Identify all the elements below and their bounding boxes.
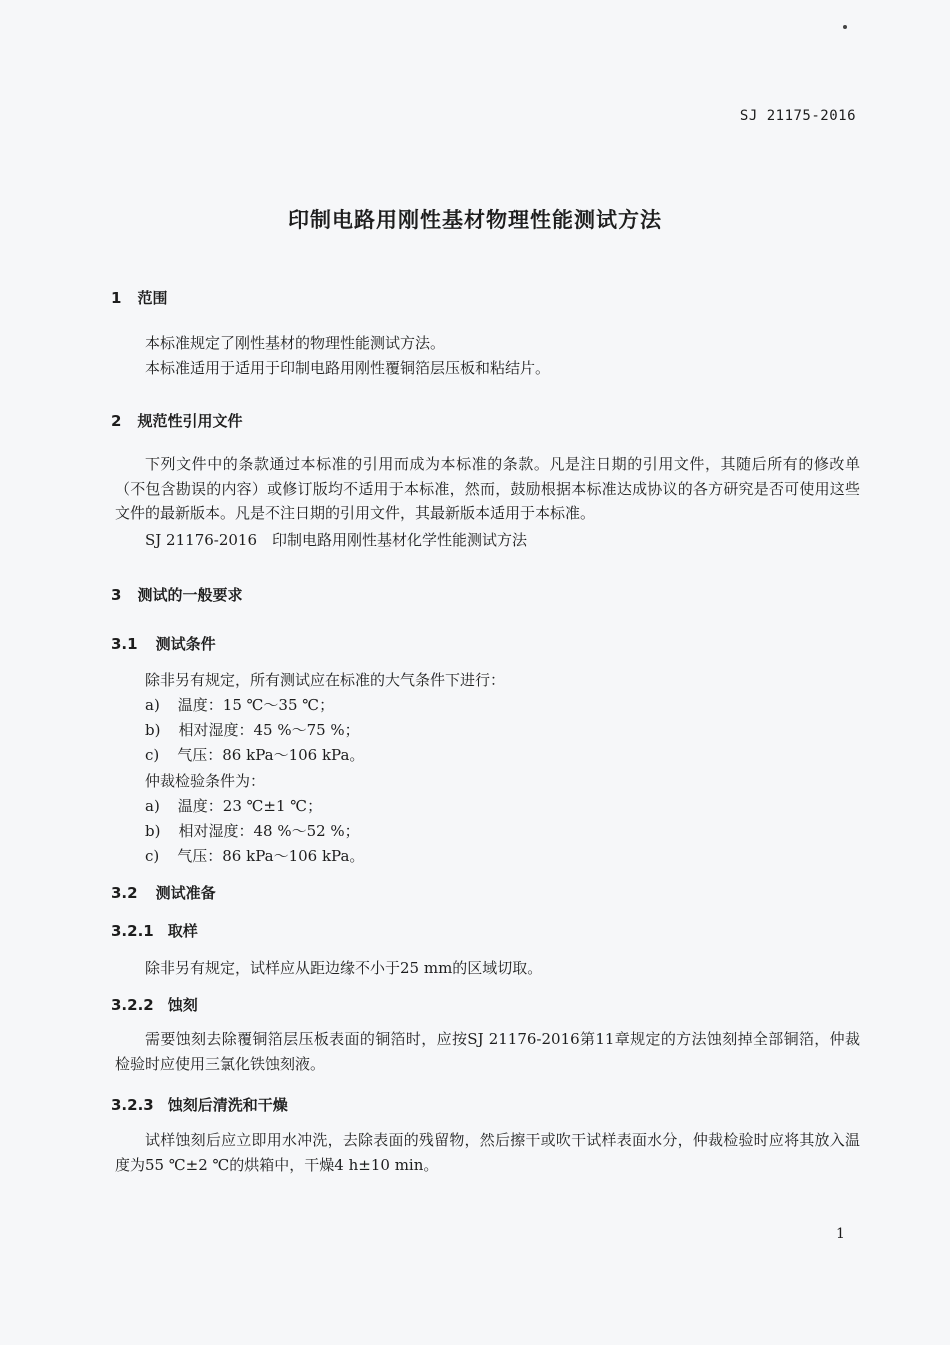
- arbitration-label: a): [145, 797, 160, 815]
- arbitration-text: 相对湿度：48 %～52 %；: [178, 822, 360, 840]
- section-1-line-1: 本标准规定了刚性基材的物理性能测试方法。: [145, 334, 446, 352]
- document-title: 印制电路用刚性基材物理性能测试方法: [288, 208, 662, 232]
- section-2-number: 2: [111, 412, 122, 430]
- condition-text: 气压：86 kPa～106 kPa。: [177, 746, 365, 764]
- section-3-2-3-heading: [111, 1094, 288, 1115]
- normative-reference: SJ 21176-2016 印制电路用刚性基材化学性能测试方法: [145, 531, 528, 549]
- conditions-intro: 除非另有规定，所有测试应在标准的大气条件下进行：: [145, 671, 506, 689]
- arbitration-label: b): [145, 822, 161, 840]
- section-3-1-number: 3.1: [111, 635, 138, 653]
- section-3-2-title: 测试准备: [155, 884, 216, 902]
- section-1-line-2: 本标准适用于适用于印制电路用刚性覆铜箔层压板和粘结片。: [145, 359, 551, 377]
- section-3-2-1-text: 除非另有规定，试样应从距边缘不小于25 mm的区域切取。: [145, 959, 543, 977]
- condition-text: 相对湿度：45 %～75 %；: [178, 721, 360, 739]
- section-3-2-3-title: 蚀刻后清洗和干燥: [167, 1096, 288, 1114]
- section-3-title: 测试的一般要求: [137, 586, 243, 604]
- section-3-heading: [111, 584, 242, 605]
- condition-item: [145, 744, 364, 765]
- section-3-2-3-number: 3.2.3: [111, 1096, 154, 1114]
- section-3-2-heading: [111, 882, 216, 903]
- arbitration-label: c): [145, 847, 160, 865]
- section-3-1-heading: [111, 633, 216, 654]
- condition-label: b): [145, 721, 161, 739]
- section-1-number: 1: [111, 289, 122, 307]
- section-3-2-2-heading: [111, 994, 198, 1015]
- section-1-heading: [111, 287, 167, 308]
- section-3-2-1-number: 3.2.1: [111, 922, 154, 940]
- arbitration-text: 温度：23 ℃±1 ℃；: [177, 797, 323, 815]
- section-3-1-title: 测试条件: [155, 635, 216, 653]
- section-3-2-1-heading: [111, 920, 198, 941]
- section-3-2-number: 3.2: [111, 884, 138, 902]
- page-number: 1: [836, 1226, 845, 1242]
- section-3-number: 3: [111, 586, 122, 604]
- condition-text: 温度：15 ℃～35 ℃；: [177, 696, 335, 714]
- standard-code: SJ 21175-2016: [739, 108, 856, 124]
- condition-label: a): [145, 696, 160, 714]
- arbitration-item: [145, 795, 322, 816]
- section-2-heading: [111, 410, 242, 431]
- section-3-2-1-title: 取样: [167, 922, 198, 940]
- condition-label: c): [145, 746, 160, 764]
- section-3-2-2-number: 3.2.2: [111, 996, 154, 1014]
- arbitration-item: [145, 820, 360, 841]
- arbitration-text: 气压：86 kPa～106 kPa。: [177, 847, 365, 865]
- section-2-paragraph: 下列文件中的条款通过本标准的引用而成为本标准的条款。凡是注日期的引用文件，其随后所有的修改单（不包含勘误的内容）或修订版均不适用于本标准，然而，鼓励根据本标准达成协议的各方研究是否可使用这些文件的最新版本。凡是不注日期的引用文件，其最新版本适用于本标准。: [115, 455, 860, 522]
- section-3-2-2-title: 蚀刻: [167, 996, 198, 1014]
- section-1-title: 范围: [137, 289, 168, 307]
- condition-item: [145, 694, 334, 715]
- arbitration-item: [145, 845, 364, 866]
- section-3-2-2-text: 需要蚀刻去除覆铜箔层压板表面的铜箔时，应按SJ 21176-2016第11章规定的方法蚀刻掉全部铜箔，仲裁检验时应使用三氯化铁蚀刻液。: [115, 1030, 860, 1073]
- scan-speck: [843, 25, 847, 29]
- condition-item: [145, 719, 360, 740]
- section-3-2-3-text: 试样蚀刻后应立即用水冲洗，去除表面的残留物，然后擦干或吹干试样表面水分，仲裁检验时应将其放入温度为55 ℃±2 ℃的烘箱中，干燥4 h±10 min。: [115, 1131, 860, 1174]
- section-2-title: 规范性引用文件: [137, 412, 243, 430]
- arbitration-intro: 仲裁检验条件为：: [145, 772, 266, 790]
